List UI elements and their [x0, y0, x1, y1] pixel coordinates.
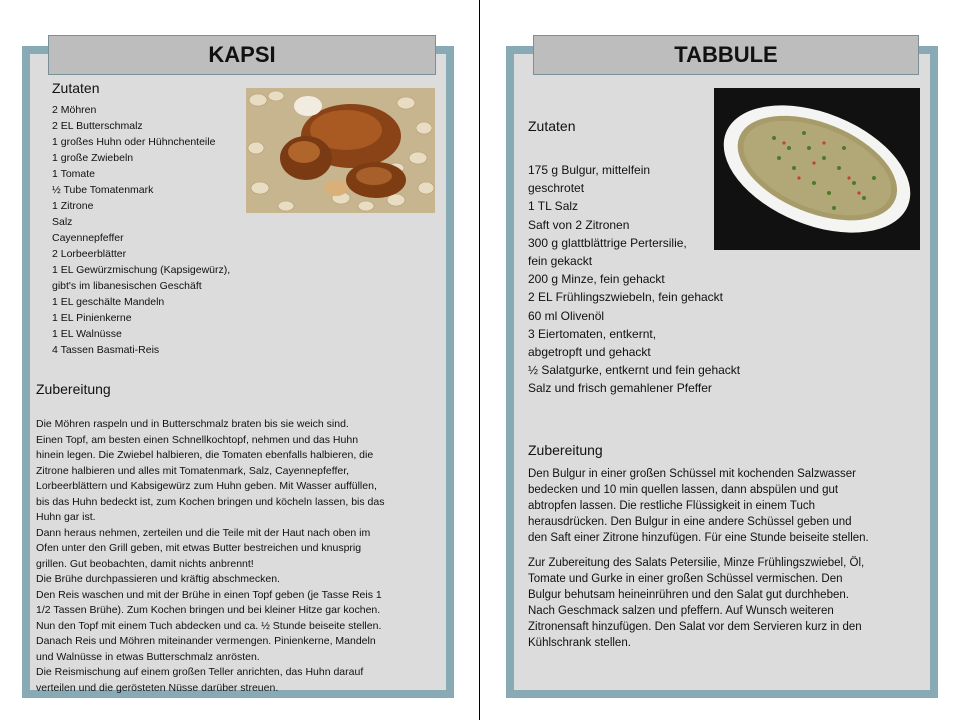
method-line: abtropfen lassen. Die restliche Flüssigkeit in einem Tuch — [528, 499, 816, 512]
method-line: verteilen und die gerösteten Nüsse darüber streuen. — [36, 681, 279, 694]
right-method-heading: Zubereitung — [528, 442, 603, 458]
method-line: Nach Geschmack salzen und pfeffern. Auf Wunsch weiteren — [528, 604, 834, 617]
ingredient-line: ½ Tube Tomatenmark — [52, 184, 154, 196]
ingredient-line: 1 großes Huhn oder Hühnchenteile — [52, 136, 216, 148]
method-line: herausdrücken. Den Bulgur in eine andere Schüssel geben und — [528, 515, 852, 528]
tabbouleh-photo — [714, 88, 920, 250]
ingredient-line: 1 EL geschälte Mandeln — [52, 296, 165, 308]
right-method-paragraph-2 — [528, 556, 864, 651]
left-title: KAPSI — [48, 35, 436, 75]
ingredient-line: 200 g Minze, fein gehackt — [528, 272, 665, 287]
method-line: den Saft einer Zitrone hinzufügen. Für eine Stunde beiseite stellen. — [528, 531, 869, 544]
ingredient-line: 1 EL Pinienkerne — [52, 312, 132, 324]
ingredient-line: geschrotet — [528, 181, 585, 196]
ingredient-line: 1 TL Salz — [528, 199, 579, 214]
method-line: Die Möhren raspeln und in Butterschmalz braten bis sie weich sind. — [36, 418, 349, 430]
ingredient-line: 2 EL Frühlingszwiebeln, fein gehackt — [528, 290, 723, 305]
ingredient-line: 4 Tassen Basmati-Reis — [52, 344, 160, 356]
ingredient-line: 1 große Zwiebeln — [52, 152, 134, 164]
left-ingredients-heading: Zutaten — [52, 80, 100, 96]
method-line: bis das Huhn bedeckt ist, zum Kochen bringen und köcheln lassen, bis das — [36, 495, 385, 508]
right-title: TABBULE — [533, 35, 919, 75]
method-line: Ofen unter den Grill geben, mit etwas Butter bestreichen und knusprig — [36, 542, 362, 554]
ingredient-line: 1 Zitrone — [52, 200, 94, 212]
method-line: Zitrone halbieren und alles mit Tomatenmark, Salz, Cayennepfeffer, — [36, 464, 350, 477]
method-line: Zitronensaft hinzufügen. Den Salat vor dem Servieren kurz in den — [528, 620, 862, 633]
left-method-heading: Zubereitung — [36, 381, 111, 397]
ingredient-line: 1 Tomate — [52, 168, 95, 180]
method-line: 1/2 Tassen Brühe). Zum Kochen bringen und bei kleiner Hitze gar kochen. — [36, 604, 381, 616]
ingredient-line: Cayennepfeffer — [52, 232, 124, 244]
ingredient-line: fein gekackt — [528, 254, 593, 269]
ingredient-line: 60 ml Olivenöl — [528, 308, 605, 323]
method-line: Zur Zubereitung des Salats Petersilie, Minze Frühlingszwiebel, Öl, — [528, 557, 865, 569]
method-line: bedecken und 10 min quellen lassen, dann abspülen und gut — [528, 483, 839, 496]
ingredient-line: 1 EL Walnüsse — [52, 328, 122, 340]
method-line: Nun den Topf mit einem Tuch abdecken und ca. ½ Stunde beiseite stellen. — [36, 619, 382, 632]
method-line: Bulgur behutsam heineinrühren und den Salat gut durchheben. — [528, 588, 849, 601]
method-line: Lorbeerblättern und Kabsigewürz zum Huhn geben. Mit Wasser auffüllen, — [36, 480, 377, 492]
ingredient-line: 2 EL Butterschmalz — [52, 120, 143, 132]
ingredient-line: Saft von 2 Zitronen — [528, 217, 630, 232]
ingredient-line: Salz — [52, 216, 73, 228]
method-line: Danach Reis und Möhren miteinander vermengen. Pinienkerne, Mandeln — [36, 635, 376, 647]
right-ingredients-heading: Zutaten — [528, 118, 576, 134]
right-method-paragraph-1 — [528, 467, 869, 547]
method-line: Tomate und Gurke in einer großen Schüssel vermischen. Den — [528, 572, 843, 585]
ingredient-line: ½ Salatgurke, entkernt und fein gehackt — [528, 363, 741, 378]
method-line: Dann heraus nehmen, zerteilen und die Teile mit der Haut nach oben im — [36, 526, 371, 539]
ingredient-line: 3 Eiertomaten, entkernt, — [528, 326, 657, 341]
ingredient-line: abgetropft und gehackt — [528, 345, 651, 360]
left-method-text — [36, 417, 384, 696]
ingredient-line: 2 Lorbeerblätter — [52, 248, 127, 260]
method-line: Kühlschrank stellen. — [528, 636, 631, 649]
method-line: und Walnüsse in etwas Butterschmalz anrösten. — [36, 650, 260, 663]
page-divider — [479, 0, 480, 720]
ingredient-line: 2 Möhren — [52, 104, 97, 116]
method-line: Den Bulgur in einer großen Schüssel mit kochenden Salzwasser — [528, 468, 856, 480]
method-line: Die Brühe durchpassieren und kräftig abschmecken. — [36, 573, 280, 585]
method-line: grillen. Gut beobachten, damit nichts anbrennt! — [36, 557, 254, 570]
ingredient-line: gibt's im libanesischen Geschäft — [52, 280, 202, 292]
method-line: hinein legen. Die Zwiebel halbieren, die Tomaten ebenfalls halbieren, die — [36, 449, 374, 461]
ingredient-line: 1 EL Gewürzmischung (Kapsigewürz), — [52, 264, 231, 276]
roast-chicken-photo — [246, 88, 435, 213]
ingredient-line: 300 g glattblättrige Pertersilie, — [528, 235, 687, 250]
left-ingredients-list — [52, 102, 230, 358]
method-line: Den Reis waschen und mit der Brühe in einen Topf geben (je Tasse Reis 1 — [36, 588, 382, 601]
method-line: Huhn gar ist. — [36, 511, 96, 523]
method-line: Einen Topf, am besten einen Schnellkochtopf, nehmen und das Huhn — [36, 433, 359, 446]
ingredient-line: Salz und frisch gemahlener Pfeffer — [528, 381, 712, 396]
right-ingredients-list — [528, 161, 740, 398]
ingredient-line: 175 g Bulgur, mittelfein — [528, 163, 651, 177]
method-line: Die Reismischung auf einem großen Teller anrichten, das Huhn darauf — [36, 666, 364, 678]
